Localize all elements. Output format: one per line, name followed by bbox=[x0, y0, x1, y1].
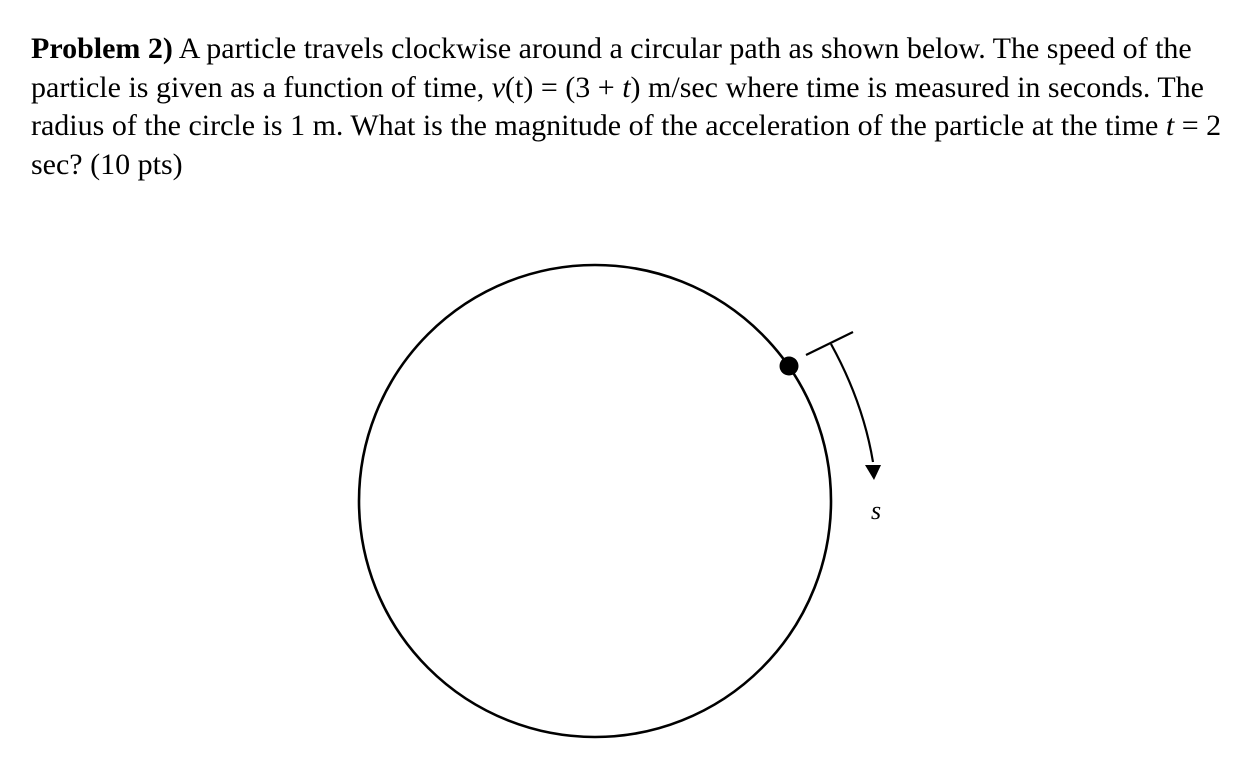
points-value: (10 pts) bbox=[82, 147, 183, 181]
particle-dot bbox=[780, 357, 799, 376]
problem-label: Problem 2) bbox=[31, 32, 173, 65]
arc-length-label: s bbox=[871, 496, 882, 525]
problem-text-intro: A particle travels clockwise around a circular path as shown below. The speed of the particle is given as a function of time, bbox=[31, 32, 1192, 104]
velocity-argument: (t) bbox=[505, 70, 534, 104]
time-equation: = 2 sec? bbox=[31, 109, 1222, 181]
velocity-symbol: v bbox=[491, 70, 506, 104]
start-tick-mark bbox=[806, 332, 853, 355]
velocity-units: ) m/sec bbox=[630, 70, 718, 104]
time-variable: t bbox=[1165, 109, 1175, 142]
velocity-time-variable: t bbox=[622, 70, 631, 104]
problem-text-body: where time is measured in seconds. The radius of the circle is 1 m. What is the magnitude of the acceleration of the particle at the time bbox=[31, 70, 1204, 142]
arrow-head-icon bbox=[865, 465, 881, 480]
circular-path bbox=[359, 265, 831, 737]
velocity-equation: = (3 + bbox=[533, 70, 623, 104]
arc-length-arrow bbox=[831, 344, 873, 462]
